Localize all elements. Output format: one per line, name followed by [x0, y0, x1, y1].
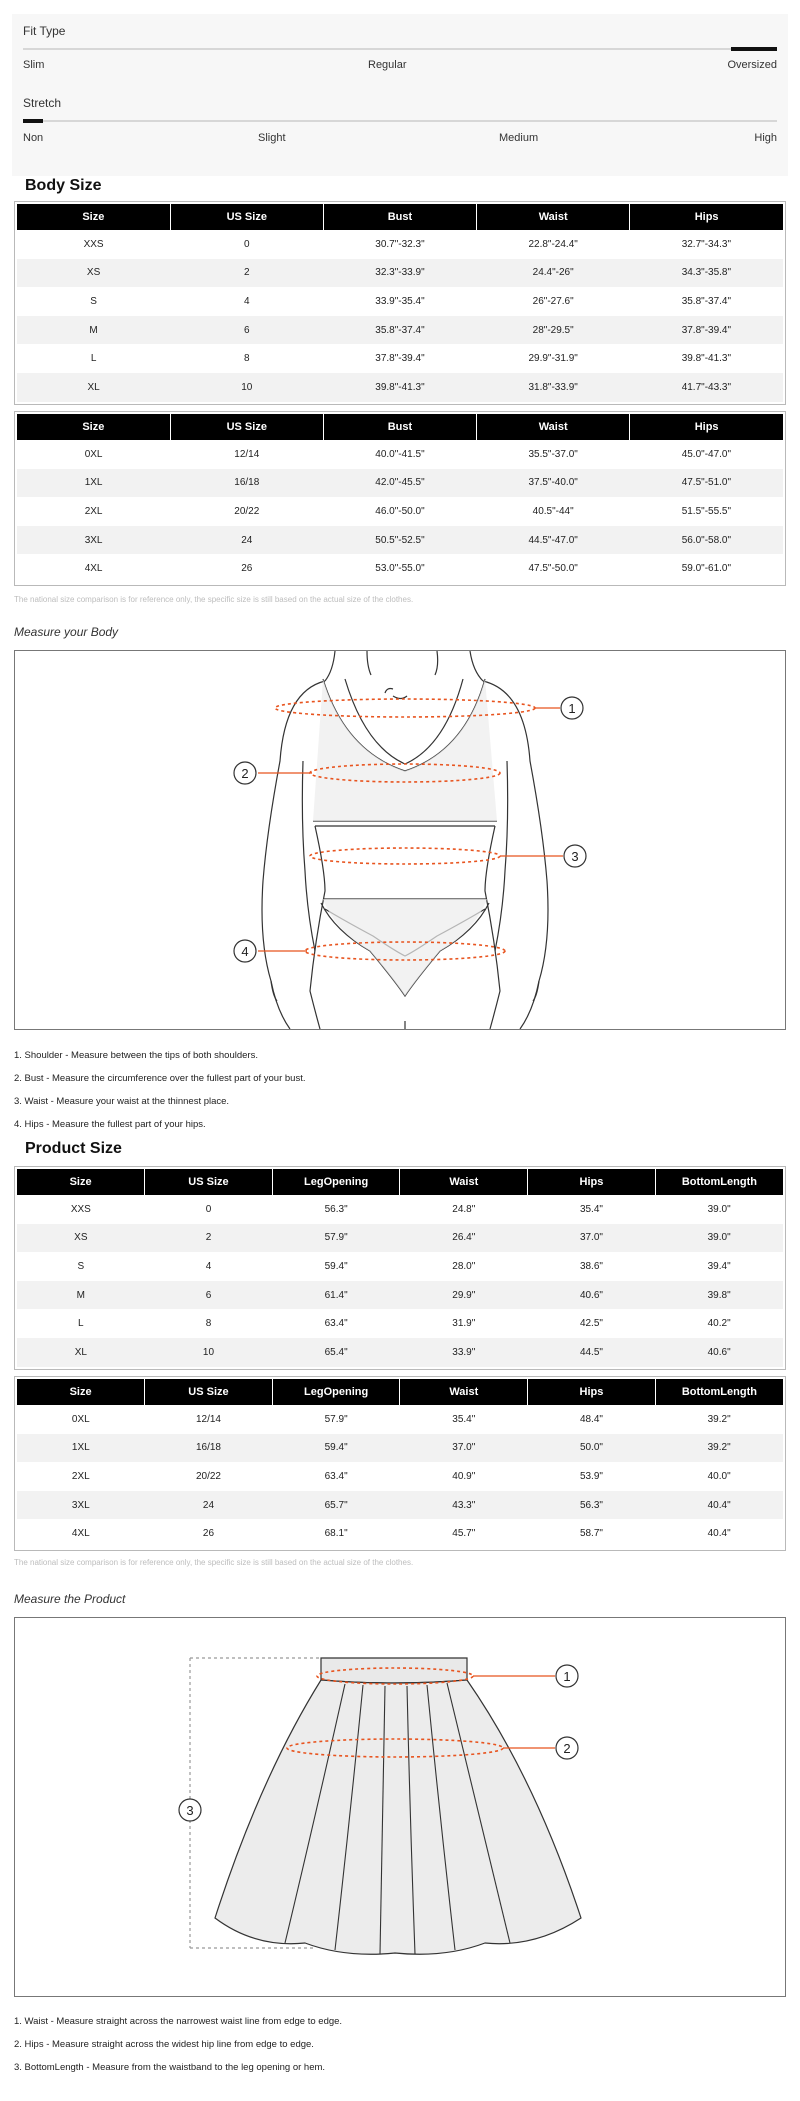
body-illustration	[15, 651, 786, 1030]
column-header: Waist	[477, 204, 630, 230]
fit-type-track	[23, 48, 777, 50]
table-cell: 40.5"-44"	[532, 505, 574, 517]
column-header: LegOpening	[272, 1379, 400, 1405]
table-cell: 40.4"	[707, 1528, 731, 1540]
marker-label: 1	[563, 1669, 571, 1684]
table-cell: 41.7"-43.3"	[630, 373, 783, 402]
table-cell: 39.8"	[655, 1281, 783, 1310]
table-cell: 39.0"	[655, 1224, 783, 1253]
product-instruction-3: 3. BottomLength - Measure from the waistband to the leg opening or hem.	[14, 2062, 326, 2073]
table-cell: 12/14	[195, 1413, 221, 1425]
fit-panel	[12, 14, 788, 176]
table-cell: 68.1"	[324, 1528, 348, 1540]
product-measure-figure	[14, 1617, 786, 1997]
stretch-option-non: Non	[23, 132, 44, 144]
table-cell: 4	[205, 1260, 212, 1272]
column-header: Waist	[400, 1379, 528, 1405]
product-size-table-1	[14, 1166, 786, 1370]
table-cell: 50.0"	[528, 1434, 656, 1463]
table-row	[17, 1491, 783, 1520]
table-cell: 38.6"	[579, 1260, 603, 1272]
table-cell: M	[17, 1281, 145, 1310]
table-cell: XL	[17, 1338, 145, 1367]
column-header: Size	[17, 414, 170, 440]
table-row	[17, 469, 783, 498]
table-cell: 0XL	[71, 1413, 90, 1425]
fit-type-option-regular: Regular	[368, 59, 407, 71]
table-cell: 26"-27.6"	[532, 295, 574, 307]
table-cell: 37.5"-40.0"	[477, 469, 630, 498]
table-cell: 2	[145, 1224, 273, 1253]
table-cell: 39.4"	[707, 1260, 731, 1272]
table-cell: 24	[170, 526, 323, 555]
table-row	[17, 1224, 783, 1253]
table-cell: 34.3"-35.8"	[630, 259, 783, 288]
table-cell: 50.5"-52.5"	[323, 526, 476, 555]
table-cell: 53.0"-55.0"	[375, 563, 425, 575]
table-cell: 39.8"-41.3"	[681, 353, 732, 365]
table-row	[17, 1405, 783, 1434]
table-row	[17, 554, 783, 583]
table-cell: 12/14	[234, 448, 260, 460]
table-cell: 53.9"	[579, 1470, 603, 1482]
table-cell: 26	[202, 1528, 215, 1540]
table-cell: 40.0"	[707, 1470, 731, 1482]
table-cell: 42.5"	[579, 1318, 603, 1330]
table-cell: 42.0"-45.5"	[323, 469, 476, 498]
table-cell: 2XL	[84, 505, 103, 517]
table-cell: 40.2"	[707, 1318, 731, 1330]
table-cell: 57.9"	[324, 1413, 348, 1425]
column-header: Size	[17, 204, 170, 230]
table-cell: 0	[205, 1203, 212, 1215]
body-size-table-2	[14, 411, 786, 586]
table-cell: 39.0"	[707, 1203, 731, 1215]
table-cell: 29.9"	[400, 1281, 528, 1310]
table-cell: 20/22	[234, 505, 260, 517]
table-header-row	[17, 1169, 783, 1195]
table-cell: 59.4"	[324, 1260, 348, 1272]
column-header: LegOpening	[272, 1169, 400, 1195]
table-cell: 57.9"	[272, 1224, 400, 1253]
column-header: Hips	[528, 1379, 656, 1405]
table-row	[17, 344, 783, 373]
body-instruction-4: 4. Hips - Measure the fullest part of your hips.	[14, 1119, 206, 1130]
table-row	[17, 259, 783, 288]
table-cell: 39.2"	[655, 1434, 783, 1463]
table-header-row	[17, 414, 783, 440]
table-cell: 33.9"-35.4"	[375, 295, 425, 307]
table-cell: 24.4"-26"	[477, 259, 630, 288]
table-cell: L	[90, 353, 97, 365]
table-cell: 31.8"-33.9"	[477, 373, 630, 402]
table-cell: 24	[145, 1491, 273, 1520]
column-header: Bust	[323, 204, 476, 230]
column-header: US Size	[170, 204, 323, 230]
stretch-indicator	[23, 119, 43, 123]
stretch-option-slight: Slight	[258, 132, 286, 144]
column-header: Waist	[477, 414, 630, 440]
table-cell: 59.0"-61.0"	[681, 563, 732, 575]
table-cell: 0XL	[84, 448, 103, 460]
table-cell: 2XL	[71, 1470, 90, 1482]
table-cell: 63.4"	[324, 1318, 348, 1330]
column-header: BottomLength	[655, 1379, 783, 1405]
table-cell: 39.8"-41.3"	[323, 373, 476, 402]
column-header: Size	[17, 1379, 145, 1405]
table-cell: M	[17, 316, 170, 345]
body-instruction-3: 3. Waist - Measure your waist at the thinnest place.	[14, 1096, 230, 1107]
measure-product-title: Measure the Product	[14, 1592, 126, 1606]
table-cell: 8	[244, 353, 250, 365]
table-cell: 20/22	[195, 1470, 221, 1482]
table-row	[17, 526, 783, 555]
table-header-row	[17, 204, 783, 230]
fit-type-label: Fit Type	[23, 24, 66, 38]
table-cell: 4XL	[84, 563, 103, 575]
table-cell: 33.9"	[400, 1338, 528, 1367]
table-cell: 40.0"-41.5"	[375, 448, 425, 460]
table-cell: 56.0"-58.0"	[630, 526, 783, 555]
table-cell: XXS	[70, 1203, 91, 1215]
table-cell: 35.5"-37.0"	[528, 448, 578, 460]
table-cell: S	[77, 1260, 85, 1272]
table-cell: 45.7"	[452, 1528, 476, 1540]
table-cell: 8	[205, 1318, 212, 1330]
table-cell: 40.6"	[528, 1281, 656, 1310]
table-cell: 32.7"-34.3"	[681, 238, 732, 250]
table-cell: 37.0"	[528, 1224, 656, 1253]
skirt-illustration	[15, 1618, 786, 1997]
table-cell: 35.8"-37.4"	[681, 295, 732, 307]
table-cell: XL	[17, 373, 170, 402]
table-header-row	[17, 1379, 783, 1405]
fit-type-option-oversized: Oversized	[727, 59, 777, 71]
body-instruction-2: 2. Bust - Measure the circumference over the fullest part of your bust.	[14, 1073, 306, 1084]
body-measure-figure	[14, 650, 786, 1030]
body-size-title: Body Size	[25, 177, 102, 194]
table-row	[17, 1281, 783, 1310]
table-cell: 31.9"	[452, 1318, 476, 1330]
table-cell: 4XL	[71, 1528, 90, 1540]
table-cell: 29.9"-31.9"	[528, 353, 578, 365]
table-cell: 40.9"	[452, 1470, 476, 1482]
product-instruction-1: 1. Waist - Measure straight across the narrowest waist line from edge to edge.	[14, 2016, 343, 2027]
table-cell: 26	[241, 563, 253, 575]
table-cell: 65.7"	[272, 1491, 400, 1520]
table-cell: 28.0"	[452, 1260, 476, 1272]
column-header: Hips	[528, 1169, 656, 1195]
table-cell: 37.8"-39.4"	[375, 353, 425, 365]
table-row	[17, 497, 783, 526]
table-cell: 6	[170, 316, 323, 345]
body-instruction-1: 1. Shoulder - Measure between the tips of both shoulders.	[14, 1050, 258, 1061]
table-cell: 35.4"	[579, 1203, 603, 1215]
stretch-option-medium: Medium	[499, 132, 539, 144]
fit-type-option-slim: Slim	[23, 59, 45, 71]
column-header: Bust	[323, 414, 476, 440]
table-cell: 37.8"-39.4"	[630, 316, 783, 345]
table-cell: 61.4"	[272, 1281, 400, 1310]
table-cell: S	[90, 295, 97, 307]
column-header: US Size	[145, 1169, 273, 1195]
table-cell: 63.4"	[324, 1470, 348, 1482]
table-cell: 3XL	[17, 1491, 145, 1520]
measure-body-title: Measure your Body	[14, 625, 119, 639]
table-row	[17, 1434, 783, 1463]
table-row	[17, 440, 783, 469]
product-size-table-2	[14, 1376, 786, 1551]
table-cell: 16/18	[145, 1434, 273, 1463]
table-cell: 10	[145, 1338, 273, 1367]
table-cell: 44.5"	[528, 1338, 656, 1367]
column-header: US Size	[145, 1379, 273, 1405]
table-cell: 35.8"-37.4"	[323, 316, 476, 345]
table-cell: 10	[170, 373, 323, 402]
table-cell: 44.5"-47.0"	[477, 526, 630, 555]
table-cell: 32.3"-33.9"	[323, 259, 476, 288]
table-cell: 26.4"	[400, 1224, 528, 1253]
table-row	[17, 1338, 783, 1367]
marker-label: 3	[186, 1803, 194, 1818]
table-cell: 51.5"-55.5"	[681, 505, 732, 517]
table-cell: 2	[170, 259, 323, 288]
table-cell: XS	[17, 1224, 145, 1253]
column-header: Hips	[630, 204, 783, 230]
column-header: BottomLength	[655, 1169, 783, 1195]
table-row	[17, 230, 783, 259]
product-size-title: Product Size	[25, 1140, 122, 1157]
table-cell: 47.5"-51.0"	[630, 469, 783, 498]
table-cell: 45.0"-47.0"	[681, 448, 732, 460]
size-note: The national size comparison is for reference only, the specific size is still based on the actual size of the clothes.	[14, 595, 414, 604]
table-cell: 39.2"	[707, 1413, 731, 1425]
table-cell: 28"-29.5"	[477, 316, 630, 345]
body-size-table-1	[14, 201, 786, 405]
table-cell: 22.8"-24.4"	[528, 238, 578, 250]
marker-label: 4	[241, 944, 249, 959]
table-cell: 56.3"	[528, 1491, 656, 1520]
table-cell: 24.8"	[452, 1203, 476, 1215]
marker-label: 1	[568, 701, 576, 716]
table-cell: 56.3"	[324, 1203, 348, 1215]
fit-type-indicator	[731, 47, 777, 51]
marker-label: 2	[563, 1741, 571, 1756]
table-cell: 48.4"	[579, 1413, 603, 1425]
table-cell: 1XL	[17, 469, 170, 498]
table-cell: 47.5"-50.0"	[528, 563, 578, 575]
stretch-option-high: High	[754, 132, 777, 144]
table-cell: 43.3"	[400, 1491, 528, 1520]
marker-label: 3	[571, 849, 579, 864]
table-cell: 0	[244, 238, 250, 250]
table-cell: 65.4"	[272, 1338, 400, 1367]
table-row	[17, 1309, 783, 1338]
table-row	[17, 287, 783, 316]
table-row	[17, 1462, 783, 1491]
column-header: US Size	[170, 414, 323, 440]
product-instruction-2: 2. Hips - Measure straight across the widest hip line from edge to edge.	[14, 2039, 314, 2050]
table-cell: 3XL	[17, 526, 170, 555]
column-header: Waist	[400, 1169, 528, 1195]
table-cell: XS	[17, 259, 170, 288]
table-row	[17, 1195, 783, 1224]
table-cell: 6	[145, 1281, 273, 1310]
stretch-label: Stretch	[23, 96, 62, 110]
table-cell: 37.0"	[400, 1434, 528, 1463]
product-size-note: The national size comparison is for reference only, the specific size is still based on the actual size of the clothes.	[14, 1558, 414, 1567]
table-row	[17, 316, 783, 345]
column-header: Size	[17, 1169, 145, 1195]
table-row	[17, 1252, 783, 1281]
table-cell: 30.7"-32.3"	[375, 238, 425, 250]
table-cell: 35.4"	[452, 1413, 476, 1425]
table-cell: 59.4"	[272, 1434, 400, 1463]
column-header: Hips	[630, 414, 783, 440]
table-cell: 40.6"	[655, 1338, 783, 1367]
table-cell: 16/18	[170, 469, 323, 498]
marker-label: 2	[241, 766, 249, 781]
table-cell: 1XL	[17, 1434, 145, 1463]
table-cell: 46.0"-50.0"	[375, 505, 425, 517]
table-cell: 58.7"	[579, 1528, 603, 1540]
table-row	[17, 373, 783, 402]
table-cell: 40.4"	[655, 1491, 783, 1520]
table-cell: 4	[244, 295, 250, 307]
table-cell: L	[78, 1318, 84, 1330]
stretch-track	[23, 120, 777, 122]
table-row	[17, 1519, 783, 1548]
table-cell: XXS	[83, 238, 104, 250]
